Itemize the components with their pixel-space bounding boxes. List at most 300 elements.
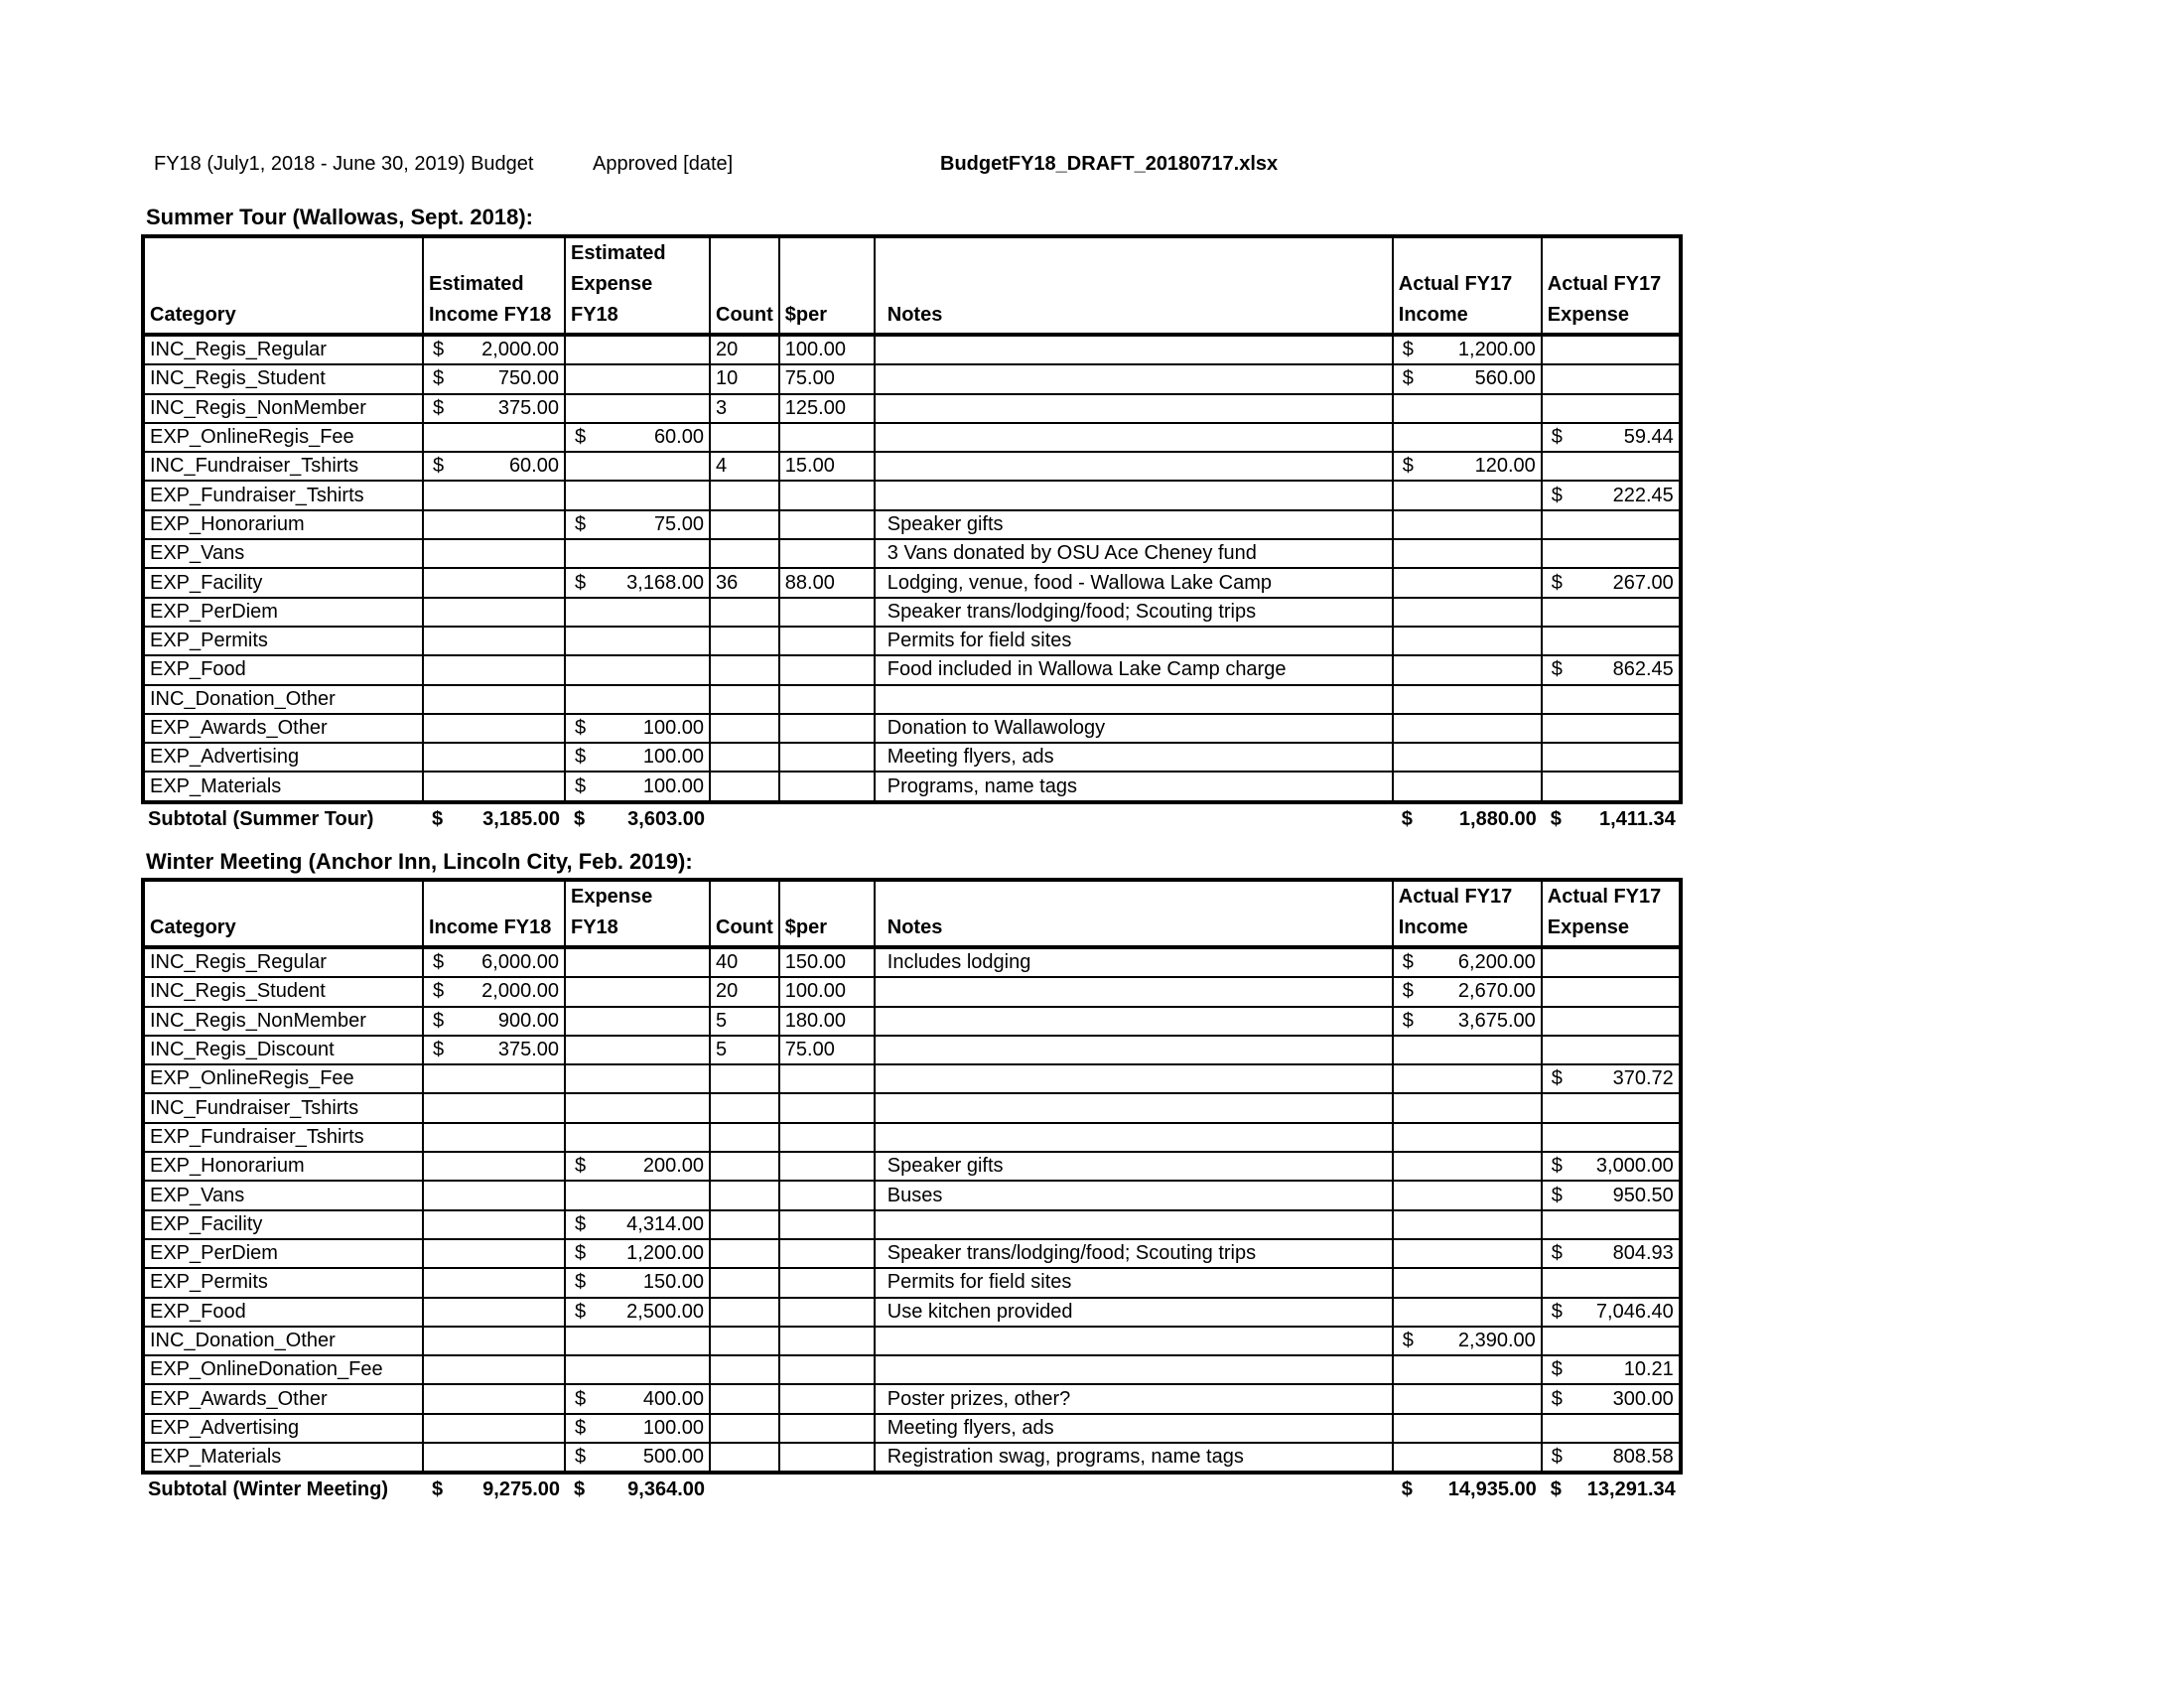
table-row	[143, 568, 1681, 597]
actual-income-cell	[1393, 598, 1542, 627]
notes-cell: 3 Vans donated by OSU Ace Cheney fund	[875, 539, 1393, 568]
per-cell	[779, 1268, 875, 1297]
table-row	[143, 452, 1681, 481]
currency-symbol: $	[575, 717, 587, 739]
income-cell	[423, 394, 565, 423]
subtotal-actual-expense-value: 1,411.34	[1599, 807, 1676, 830]
expense-cell	[565, 1414, 710, 1443]
column-header-income: Income FY18	[423, 880, 565, 947]
expense-cell	[565, 627, 710, 655]
currency-symbol: $	[575, 1446, 587, 1469]
expense-cell	[565, 1093, 710, 1122]
income-cell-value: 750.00	[497, 367, 559, 390]
count-cell	[710, 510, 779, 539]
table-row	[143, 481, 1681, 509]
actual-expense-cell	[1542, 1036, 1681, 1064]
income-cell-value: 6,000.00	[481, 951, 559, 974]
empty-cell	[779, 802, 875, 835]
actual-expense-cell	[1542, 977, 1681, 1006]
currency-symbol: $	[575, 1271, 587, 1294]
category-cell: EXP_OnlineDonation_Fee	[143, 1355, 423, 1384]
currency-symbol: $	[433, 339, 445, 361]
income-cell	[423, 1414, 565, 1443]
currency-symbol: $	[432, 807, 444, 830]
actual-expense-cell	[1542, 1064, 1681, 1093]
expense-cell-value: 60.00	[653, 426, 704, 449]
currency-symbol: $	[432, 1478, 444, 1501]
income-cell-value: 2,000.00	[481, 980, 559, 1003]
file-name: BudgetFY18_DRAFT_20180717.xlsx	[940, 153, 1279, 175]
column-header-expense: Estimated Expense FY18	[565, 236, 710, 335]
category-cell: EXP_Honorarium	[143, 510, 423, 539]
per-cell	[779, 1239, 875, 1268]
notes-cell	[875, 1036, 1393, 1064]
count-cell	[710, 772, 779, 801]
currency-symbol: $	[1551, 1387, 1563, 1410]
income-cell	[423, 772, 565, 801]
approved-date: Approved [date]	[593, 153, 734, 175]
per-cell	[779, 598, 875, 627]
expense-cell-value: 100.00	[642, 746, 704, 769]
income-cell	[423, 1327, 565, 1355]
currency-symbol: $	[1401, 1478, 1413, 1501]
expense-cell	[565, 655, 710, 684]
expense-cell	[565, 1355, 710, 1384]
income-cell	[423, 1384, 565, 1413]
currency-symbol: $	[433, 1009, 445, 1032]
actual-expense-cell	[1542, 452, 1681, 481]
notes-cell	[875, 335, 1393, 364]
expense-cell-value: 500.00	[642, 1446, 704, 1469]
category-cell: EXP_Advertising	[143, 743, 423, 772]
count-cell	[710, 1152, 779, 1181]
table-row	[143, 1239, 1681, 1268]
actual-expense-cell	[1542, 1210, 1681, 1239]
column-header-count: Count	[710, 236, 779, 335]
currency-symbol: $	[574, 1478, 586, 1501]
column-header-notes: Notes	[875, 880, 1393, 947]
subtotal-income	[423, 802, 565, 835]
currency-symbol: $	[433, 367, 445, 390]
income-cell	[423, 568, 565, 597]
category-cell: EXP_Materials	[143, 1443, 423, 1473]
table-row	[143, 364, 1681, 393]
table-row	[143, 1414, 1681, 1443]
actual-expense-cell-value: 862.45	[1612, 658, 1674, 681]
per-cell: 125.00	[779, 394, 875, 423]
subtotal-income-value: 3,185.00	[482, 807, 560, 830]
table-row	[143, 539, 1681, 568]
actual-income-cell	[1393, 977, 1542, 1006]
category-cell: INC_Regis_Student	[143, 977, 423, 1006]
expense-cell	[565, 772, 710, 801]
currency-symbol: $	[1402, 1330, 1414, 1351]
table-row	[143, 1007, 1681, 1036]
expense-cell	[565, 452, 710, 481]
actual-expense-cell	[1542, 627, 1681, 655]
category-cell: EXP_PerDiem	[143, 598, 423, 627]
category-cell: INC_Regis_Regular	[143, 335, 423, 364]
per-cell	[779, 1210, 875, 1239]
per-cell	[779, 772, 875, 801]
actual-expense-cell-value: 267.00	[1612, 571, 1674, 594]
notes-cell: Includes lodging	[875, 947, 1393, 977]
category-cell: EXP_OnlineRegis_Fee	[143, 423, 423, 452]
actual-income-cell	[1393, 335, 1542, 364]
category-cell: INC_Fundraiser_Tshirts	[143, 1093, 423, 1122]
count-cell	[710, 1064, 779, 1093]
actual-expense-cell	[1542, 772, 1681, 801]
currency-symbol: $	[575, 1416, 587, 1439]
actual-income-cell	[1393, 1181, 1542, 1209]
table-row	[143, 1268, 1681, 1297]
expense-cell	[565, 1181, 710, 1209]
income-cell	[423, 481, 565, 509]
per-cell	[779, 1414, 875, 1443]
category-cell: EXP_Permits	[143, 1268, 423, 1297]
expense-cell-value: 100.00	[642, 774, 704, 797]
notes-cell: Food included in Wallowa Lake Camp charge	[875, 655, 1393, 684]
count-cell	[710, 1298, 779, 1327]
per-cell	[779, 1123, 875, 1152]
income-cell	[423, 1239, 565, 1268]
actual-income-cell	[1393, 1239, 1542, 1268]
currency-symbol: $	[433, 396, 445, 419]
actual-income-cell	[1393, 1036, 1542, 1064]
income-cell	[423, 627, 565, 655]
actual-expense-cell	[1542, 1327, 1681, 1355]
actual-income-cell-value: 560.00	[1474, 367, 1536, 390]
expense-cell	[565, 598, 710, 627]
table-row	[143, 1181, 1681, 1209]
expense-cell-value: 100.00	[642, 1416, 704, 1439]
expense-cell	[565, 947, 710, 977]
table-row	[143, 1064, 1681, 1093]
per-cell	[779, 1152, 875, 1181]
notes-cell: Registration swag, programs, name tags	[875, 1443, 1393, 1473]
expense-cell	[565, 481, 710, 509]
expense-cell	[565, 335, 710, 364]
actual-income-cell	[1393, 1268, 1542, 1297]
actual-income-cell-value: 2,390.00	[1457, 1330, 1536, 1351]
actual-income-cell	[1393, 364, 1542, 393]
subtotal-row	[143, 1473, 1681, 1505]
actual-income-cell-value: 2,670.00	[1457, 980, 1536, 1003]
count-cell: 4	[710, 452, 779, 481]
currency-symbol: $	[1551, 1155, 1563, 1178]
currency-symbol: $	[575, 774, 587, 797]
per-cell: 15.00	[779, 452, 875, 481]
currency-symbol: $	[1551, 1446, 1563, 1469]
income-cell	[423, 598, 565, 627]
actual-income-cell	[1393, 947, 1542, 977]
category-cell: INC_Donation_Other	[143, 685, 423, 714]
actual-income-cell	[1393, 1123, 1542, 1152]
subtotal-actual-income-value: 14,935.00	[1447, 1478, 1537, 1501]
category-cell: EXP_PerDiem	[143, 1239, 423, 1268]
expense-cell-value: 200.00	[642, 1155, 704, 1178]
income-cell	[423, 1298, 565, 1327]
actual-income-cell	[1393, 452, 1542, 481]
currency-symbol: $	[575, 426, 587, 449]
currency-symbol: $	[1551, 658, 1563, 681]
currency-symbol: $	[575, 746, 587, 769]
actual-expense-cell	[1542, 1093, 1681, 1122]
subtotal-row	[143, 802, 1681, 835]
currency-symbol: $	[1551, 484, 1563, 506]
subtotal-label: Subtotal (Winter Meeting)	[143, 1473, 423, 1505]
category-cell: EXP_Permits	[143, 627, 423, 655]
category-cell: EXP_Advertising	[143, 1414, 423, 1443]
actual-income-cell	[1393, 1384, 1542, 1413]
actual-expense-cell	[1542, 1123, 1681, 1152]
currency-symbol: $	[575, 571, 587, 594]
actual-expense-cell	[1542, 1268, 1681, 1297]
income-cell	[423, 947, 565, 977]
column-header-per: $per	[779, 236, 875, 335]
column-header-expense: Expense FY18	[565, 880, 710, 947]
expense-cell	[565, 714, 710, 743]
currency-symbol: $	[433, 980, 445, 1003]
actual-expense-cell-value: 222.45	[1612, 484, 1674, 506]
actual-expense-cell	[1542, 1355, 1681, 1384]
table-row	[143, 1443, 1681, 1473]
income-cell-value: 2,000.00	[481, 339, 559, 361]
category-cell: INC_Regis_NonMember	[143, 394, 423, 423]
category-cell: INC_Regis_Regular	[143, 947, 423, 977]
table-row	[143, 1152, 1681, 1181]
actual-income-cell	[1393, 743, 1542, 772]
currency-symbol: $	[1551, 571, 1563, 594]
subtotal-income-value: 9,275.00	[482, 1478, 560, 1501]
expense-cell	[565, 394, 710, 423]
winter-meeting-title: Winter Meeting (Anchor Inn, Lincoln City, Feb. 2019):	[146, 849, 693, 874]
column-header-notes: Notes	[875, 236, 1393, 335]
currency-symbol: $	[575, 1242, 587, 1265]
category-cell: EXP_Facility	[143, 568, 423, 597]
expense-cell	[565, 977, 710, 1006]
count-cell	[710, 1093, 779, 1122]
per-cell: 88.00	[779, 568, 875, 597]
actual-income-cell	[1393, 1152, 1542, 1181]
empty-cell	[710, 802, 779, 835]
actual-income-cell	[1393, 1007, 1542, 1036]
category-cell: EXP_OnlineRegis_Fee	[143, 1064, 423, 1093]
actual-income-cell	[1393, 568, 1542, 597]
actual-income-cell	[1393, 1298, 1542, 1327]
actual-expense-cell-value: 950.50	[1612, 1184, 1674, 1206]
income-cell	[423, 1152, 565, 1181]
table-row	[143, 1384, 1681, 1413]
header-row	[143, 236, 1681, 335]
per-cell	[779, 1355, 875, 1384]
income-cell	[423, 714, 565, 743]
table-row	[143, 335, 1681, 364]
subtotal-expense-value: 9,364.00	[627, 1478, 705, 1501]
actual-expense-cell-value: 804.93	[1612, 1242, 1674, 1265]
table-row	[143, 655, 1681, 684]
count-cell: 10	[710, 364, 779, 393]
table-row	[143, 627, 1681, 655]
actual-income-cell	[1393, 394, 1542, 423]
currency-symbol: $	[1551, 1184, 1563, 1206]
actual-income-cell	[1393, 423, 1542, 452]
income-cell	[423, 1093, 565, 1122]
expense-cell	[565, 1298, 710, 1327]
category-cell: EXP_Honorarium	[143, 1152, 423, 1181]
actual-income-cell	[1393, 655, 1542, 684]
currency-symbol: $	[1551, 1067, 1563, 1090]
currency-symbol: $	[1551, 1242, 1563, 1265]
expense-cell-value: 75.00	[653, 512, 704, 535]
count-cell	[710, 1181, 779, 1209]
notes-cell: Programs, name tags	[875, 772, 1393, 801]
per-cell: 75.00	[779, 364, 875, 393]
actual-income-cell	[1393, 1064, 1542, 1093]
currency-symbol: $	[433, 1039, 445, 1061]
table-row	[143, 423, 1681, 452]
notes-cell: Meeting flyers, ads	[875, 743, 1393, 772]
notes-cell: Speaker trans/lodging/food; Scouting trips	[875, 598, 1393, 627]
currency-symbol: $	[574, 807, 586, 830]
expense-cell	[565, 1443, 710, 1473]
expense-cell	[565, 364, 710, 393]
currency-symbol: $	[1551, 426, 1563, 449]
subtotal-actual-income	[1393, 802, 1542, 835]
currency-symbol: $	[575, 1212, 587, 1235]
per-cell	[779, 655, 875, 684]
actual-income-cell	[1393, 685, 1542, 714]
currency-symbol: $	[575, 1387, 587, 1410]
count-cell	[710, 627, 779, 655]
notes-cell	[875, 1327, 1393, 1355]
subtotal-actual-expense-value: 13,291.34	[1586, 1478, 1676, 1501]
per-cell	[779, 743, 875, 772]
subtotal-actual-income	[1393, 1473, 1542, 1505]
expense-cell	[565, 1123, 710, 1152]
notes-cell: Speaker trans/lodging/food; Scouting trips	[875, 1239, 1393, 1268]
actual-expense-cell	[1542, 714, 1681, 743]
income-cell	[423, 364, 565, 393]
actual-income-cell	[1393, 627, 1542, 655]
actual-income-cell	[1393, 1443, 1542, 1473]
actual-expense-cell	[1542, 423, 1681, 452]
subtotal-expense-value: 3,603.00	[627, 807, 705, 830]
count-cell: 3	[710, 394, 779, 423]
income-cell	[423, 685, 565, 714]
income-cell	[423, 1355, 565, 1384]
table-row	[143, 1036, 1681, 1064]
notes-cell	[875, 1064, 1393, 1093]
table-row	[143, 743, 1681, 772]
empty-cell	[779, 1473, 875, 1505]
per-cell	[779, 1093, 875, 1122]
income-cell	[423, 977, 565, 1006]
count-cell	[710, 1327, 779, 1355]
income-cell	[423, 1064, 565, 1093]
actual-income-cell-value: 120.00	[1474, 455, 1536, 478]
actual-expense-cell	[1542, 539, 1681, 568]
actual-expense-cell	[1542, 947, 1681, 977]
count-cell	[710, 1443, 779, 1473]
notes-cell	[875, 1123, 1393, 1152]
expense-cell-value: 400.00	[642, 1387, 704, 1410]
category-cell: INC_Regis_Discount	[143, 1036, 423, 1064]
category-cell: EXP_Facility	[143, 1210, 423, 1239]
table-row	[143, 977, 1681, 1006]
currency-symbol: $	[433, 951, 445, 974]
expense-cell	[565, 1384, 710, 1413]
income-cell	[423, 423, 565, 452]
category-cell: EXP_Awards_Other	[143, 714, 423, 743]
income-cell	[423, 452, 565, 481]
column-header-category: Category	[143, 236, 423, 335]
table-row	[143, 1298, 1681, 1327]
actual-expense-cell	[1542, 1384, 1681, 1413]
per-cell	[779, 1181, 875, 1209]
notes-cell	[875, 452, 1393, 481]
count-cell	[710, 1239, 779, 1268]
per-cell	[779, 539, 875, 568]
column-header-category: Category	[143, 880, 423, 947]
notes-cell: Poster prizes, other?	[875, 1384, 1393, 1413]
actual-income-cell	[1393, 772, 1542, 801]
currency-symbol: $	[1550, 807, 1562, 830]
count-cell	[710, 1414, 779, 1443]
table-row	[143, 394, 1681, 423]
column-header-per: $per	[779, 880, 875, 947]
actual-income-cell	[1393, 1355, 1542, 1384]
count-cell	[710, 685, 779, 714]
expense-cell-value: 1,200.00	[626, 1242, 704, 1265]
actual-income-cell	[1393, 1093, 1542, 1122]
actual-income-cell	[1393, 510, 1542, 539]
expense-cell	[565, 423, 710, 452]
income-cell	[423, 1210, 565, 1239]
income-cell-value: 375.00	[497, 1039, 559, 1061]
actual-expense-cell	[1542, 598, 1681, 627]
table-row	[143, 510, 1681, 539]
category-cell: EXP_Awards_Other	[143, 1384, 423, 1413]
actual-expense-cell	[1542, 364, 1681, 393]
subtotal-income	[423, 1473, 565, 1505]
currency-symbol: $	[1402, 367, 1414, 390]
notes-cell: Speaker gifts	[875, 510, 1393, 539]
income-cell	[423, 1036, 565, 1064]
notes-cell	[875, 977, 1393, 1006]
notes-cell	[875, 1355, 1393, 1384]
currency-symbol: $	[1551, 1358, 1563, 1381]
per-cell: 180.00	[779, 1007, 875, 1036]
expense-cell	[565, 1327, 710, 1355]
empty-cell	[875, 802, 1393, 835]
expense-cell	[565, 1036, 710, 1064]
per-cell	[779, 627, 875, 655]
currency-symbol: $	[1402, 980, 1414, 1003]
currency-symbol: $	[1402, 339, 1414, 361]
income-cell	[423, 510, 565, 539]
per-cell	[779, 1064, 875, 1093]
count-cell	[710, 539, 779, 568]
actual-income-cell	[1393, 539, 1542, 568]
actual-expense-cell-value: 10.21	[1623, 1358, 1674, 1381]
category-cell: INC_Fundraiser_Tshirts	[143, 452, 423, 481]
notes-cell: Permits for field sites	[875, 627, 1393, 655]
expense-cell-value: 150.00	[642, 1271, 704, 1294]
expense-cell-value: 3,168.00	[626, 571, 704, 594]
winter-meeting-table	[141, 878, 1683, 1505]
budget-title: FY18 (July1, 2018 - June 30, 2019) Budget	[154, 153, 534, 175]
